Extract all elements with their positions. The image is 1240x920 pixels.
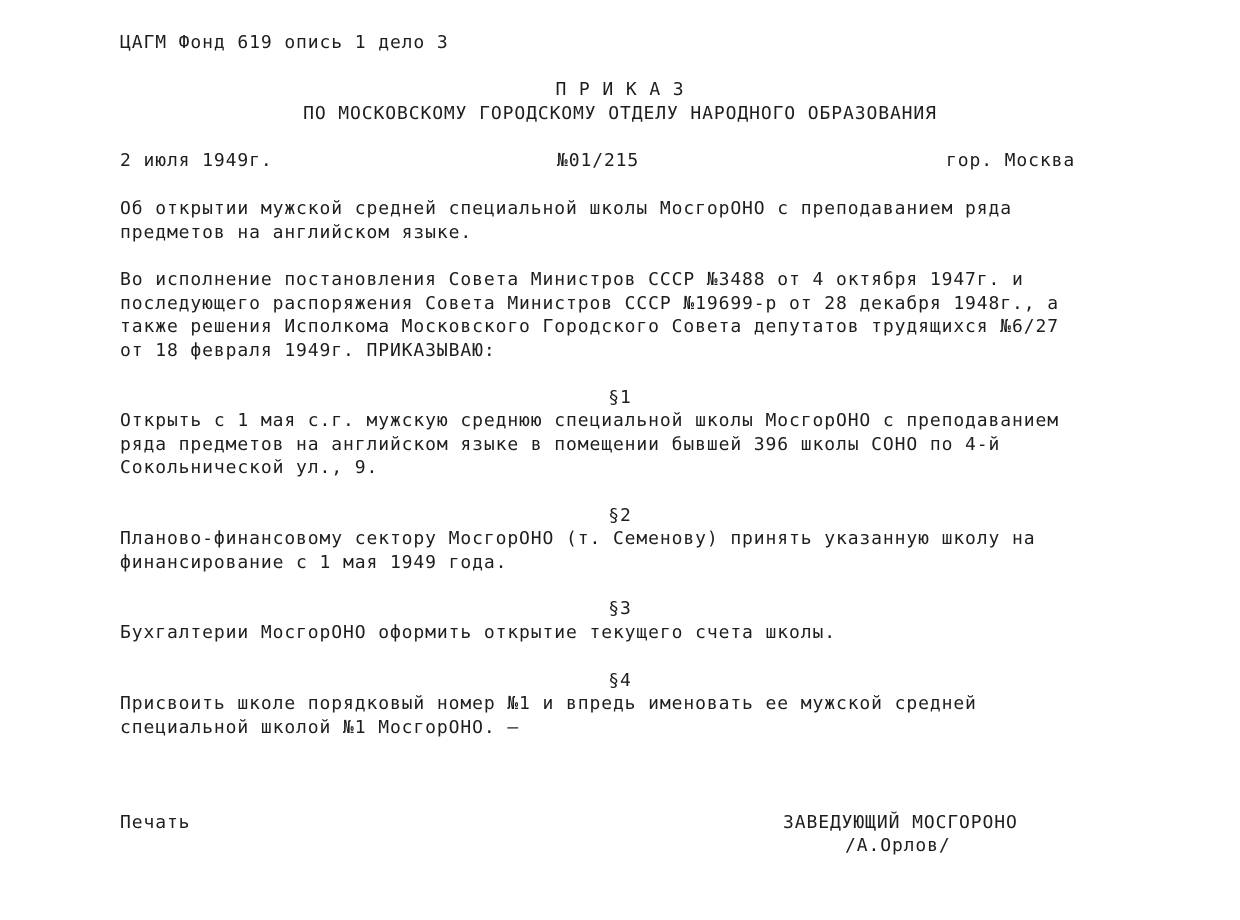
section-line: Бухгалтерии МосгорОНО оформить открытие текущего счета школы. [120,622,836,643]
subject-line: Об открытии мужской средней специальной школы МосгорОНО с преподаванием ряда [120,198,1013,219]
archive-reference: ЦАГМ Фонд 619 опись 1 дело 3 [120,32,449,53]
order-number: №01/215 [557,150,640,171]
preamble-line: также решения Исполкома Московского Городского Совета депутатов трудящихся №6/27 [120,316,1059,337]
section-3-mark: §3 [608,598,632,619]
section-2-text [120,527,1130,574]
subject-line: предметов на английском языке. [120,221,473,243]
preamble-line: Во исполнение постановления Совета Министров СССР №3488 от 4 октября 1947г. и [120,269,1024,290]
order-date: 2 июля 1949г. [120,150,273,171]
seal-label: Печать [120,812,191,833]
signer-title: ЗАВЕДУЮЩИЙ МОСГОРОНО [783,812,1018,833]
preamble-line: последующего распоряжения Совета Министров СССР №19699-р от 28 декабря 1948г., а [120,292,1059,314]
order-subject [120,197,1130,244]
preamble-line: от 18 февраля 1949г. ПРИКАЗЫВАЮ: [120,339,496,361]
section-3-text [120,621,1130,645]
section-4-text [120,692,1130,739]
section-1-text [120,409,1130,480]
document-title: П Р И К А З [555,79,685,100]
section-line: Присвоить школе порядковый номер №1 и впредь именовать ее мужской средней [120,693,977,714]
order-preamble [120,268,1130,362]
section-line: финансирование с 1 мая 1949 года. [120,551,508,573]
document-subtitle: ПО МОСКОВСКОМУ ГОРОДСКОМУ ОТДЕЛУ НАРОДНОГО ОБРАЗОВАНИЯ [303,103,937,124]
section-1-mark: §1 [608,387,632,408]
signer-name: /А.Орлов/ [845,835,951,856]
section-4-mark: §4 [608,670,632,691]
section-line: специальной школой №1 МосгорОНО. – [120,716,520,738]
section-2-mark: §2 [608,505,632,526]
section-line: Сокольнической ул., 9. [120,457,379,478]
section-line: Открыть с 1 мая с.г. мужскую среднюю специальной школы МосгорОНО с преподаванием [120,410,1059,431]
section-line: ряда предметов на английском языке в помещении бывшей 396 школы СОНО по 4-й [120,433,1001,455]
section-line: Планово-финансовому сектору МосгорОНО (т. Семенову) принять указанную школу на [120,528,1036,549]
order-place: гор. Москва [946,150,1076,171]
